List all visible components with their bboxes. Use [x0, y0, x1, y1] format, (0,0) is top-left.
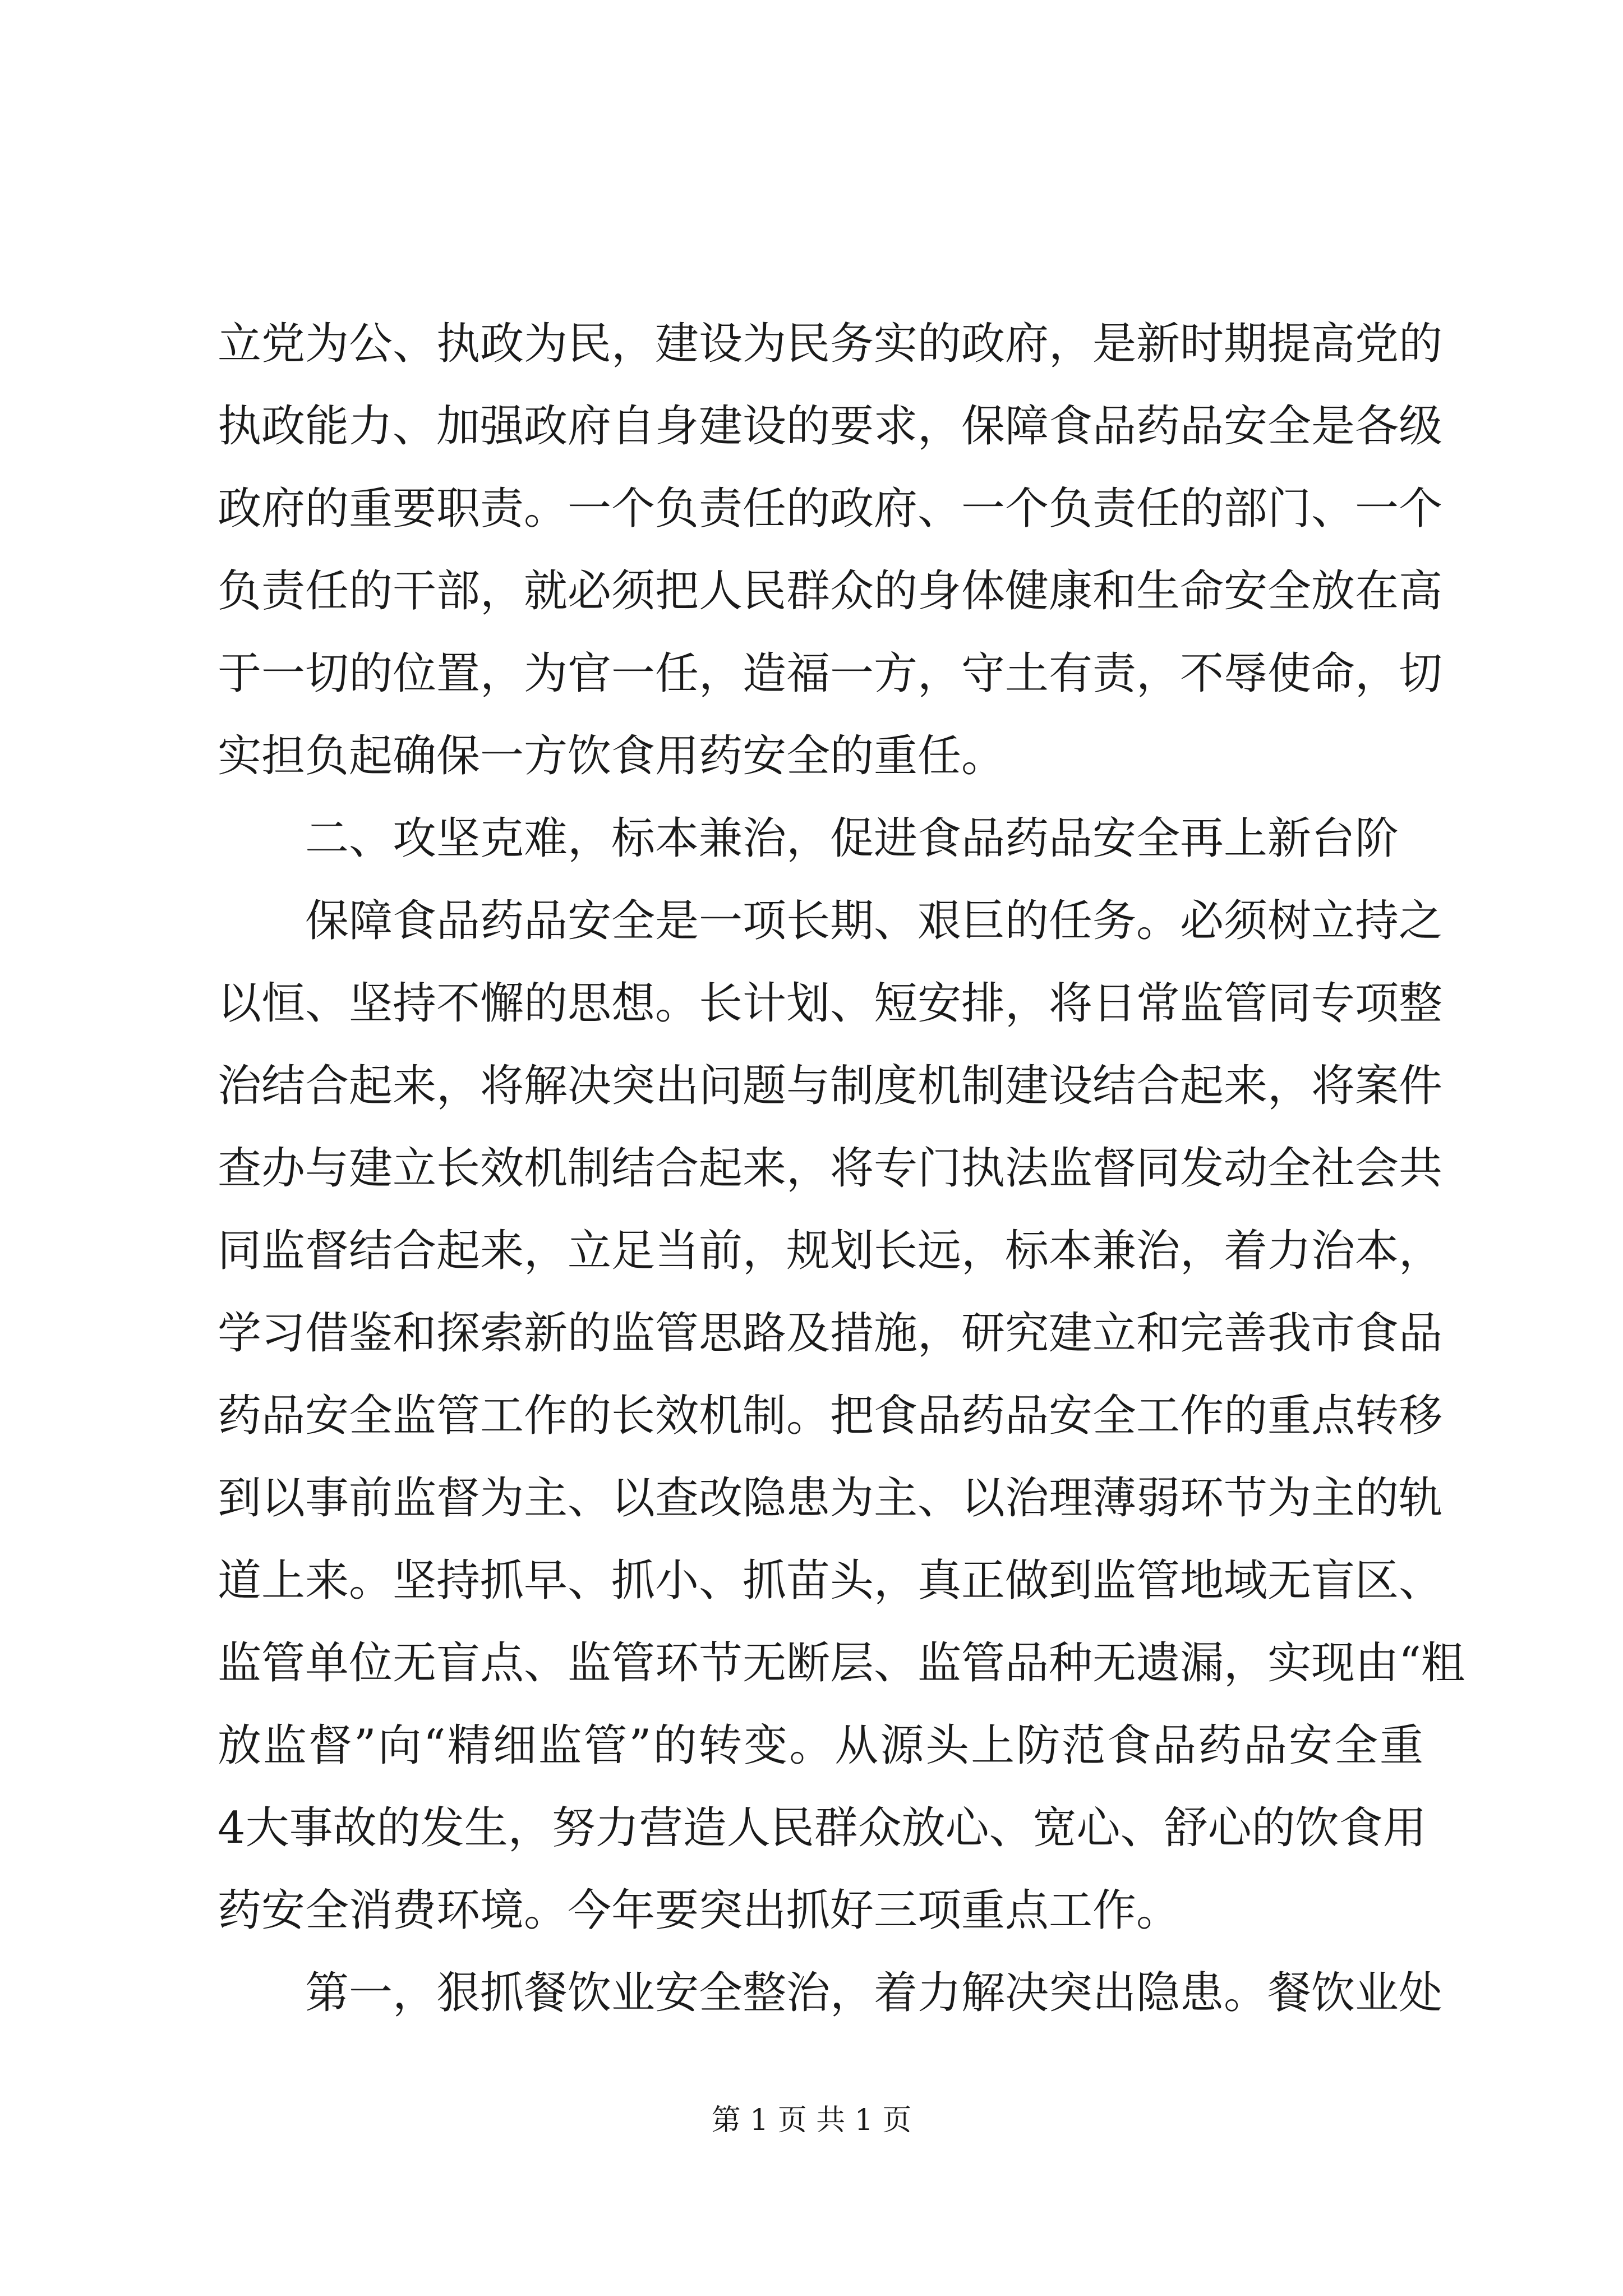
text-line: 保障食品药品安全是一项长期、艰巨的任务。必须树立持之 [305, 896, 1443, 946]
text-line: 查办与建立长效机制结合起来，将专门执法监督同发动全社会共 [218, 1143, 1443, 1194]
text-line: 放监督”向“精细监管”的转变。从源头上防范食品药品安全重 [218, 1720, 1423, 1771]
paragraph [218, 798, 1423, 880]
document-body [218, 303, 1465, 2035]
paragraph [218, 303, 1443, 798]
text-line: 负责任的干部，就必须把人民群众的身体健康和生命安全放在高 [218, 566, 1443, 616]
text-line: 实担负起确保一方饮食用药安全的重任。 [218, 731, 1006, 781]
paragraph [218, 880, 1465, 1952]
text-line: 同监督结合起来，立足当前，规划长远，标本兼治，着力治本， [218, 1226, 1443, 1276]
text-line: 立党为公、执政为民，建设为民务实的政府，是新时期提高党的 [218, 319, 1443, 369]
text-line: 治结合起来，将解决突出问题与制度机制建设结合起来，将案件 [218, 1061, 1443, 1111]
text-line: 于一切的位置，为官一任，造福一方，守土有责，不辱使命，切 [218, 648, 1443, 699]
text-line: 学习借鉴和探索新的监管思路及措施，研究建立和完善我市食品 [218, 1308, 1443, 1359]
text-line: 到以事前监督为主、以查改隐患为主、以治理薄弱环节为主的轨 [218, 1473, 1443, 1524]
text-line: 政府的重要职责。一个负责任的政府、一个负责任的部门、一个 [218, 484, 1443, 534]
text-line: 监管单位无盲点、监管环节无断层、监管品种无遗漏，实现由“粗 [218, 1638, 1465, 1688]
text-line: 4大事故的发生，努力营造人民群众放心、宽心、舒心的饮食用 [218, 1803, 1427, 1853]
text-line: 道上来。坚持抓早、抓小、抓苗头，真正做到监管地域无盲区、 [218, 1556, 1443, 1606]
text-line: 第一，狠抓餐饮业安全整治，着力解决突出隐患。餐饮业处 [305, 1968, 1443, 2018]
text-line: 二、攻坚克难，标本兼治，促进食品药品安全再上新台阶 [305, 813, 1399, 864]
text-line: 以恒、坚持不懈的思想。长计划、短安排，将日常监管同专项整 [218, 978, 1443, 1029]
page-footer: 第 1 页 共 1 页 [711, 2104, 912, 2137]
text-line: 药品安全监管工作的长效机制。把食品药品安全工作的重点转移 [218, 1391, 1443, 1441]
text-line: 执政能力、加强政府自身建设的要求，保障食品药品安全是各级 [218, 401, 1443, 452]
paragraph [218, 1952, 1443, 2035]
text-line: 药安全消费环境。今年要突出抓好三项重点工作。 [218, 1885, 1181, 1936]
